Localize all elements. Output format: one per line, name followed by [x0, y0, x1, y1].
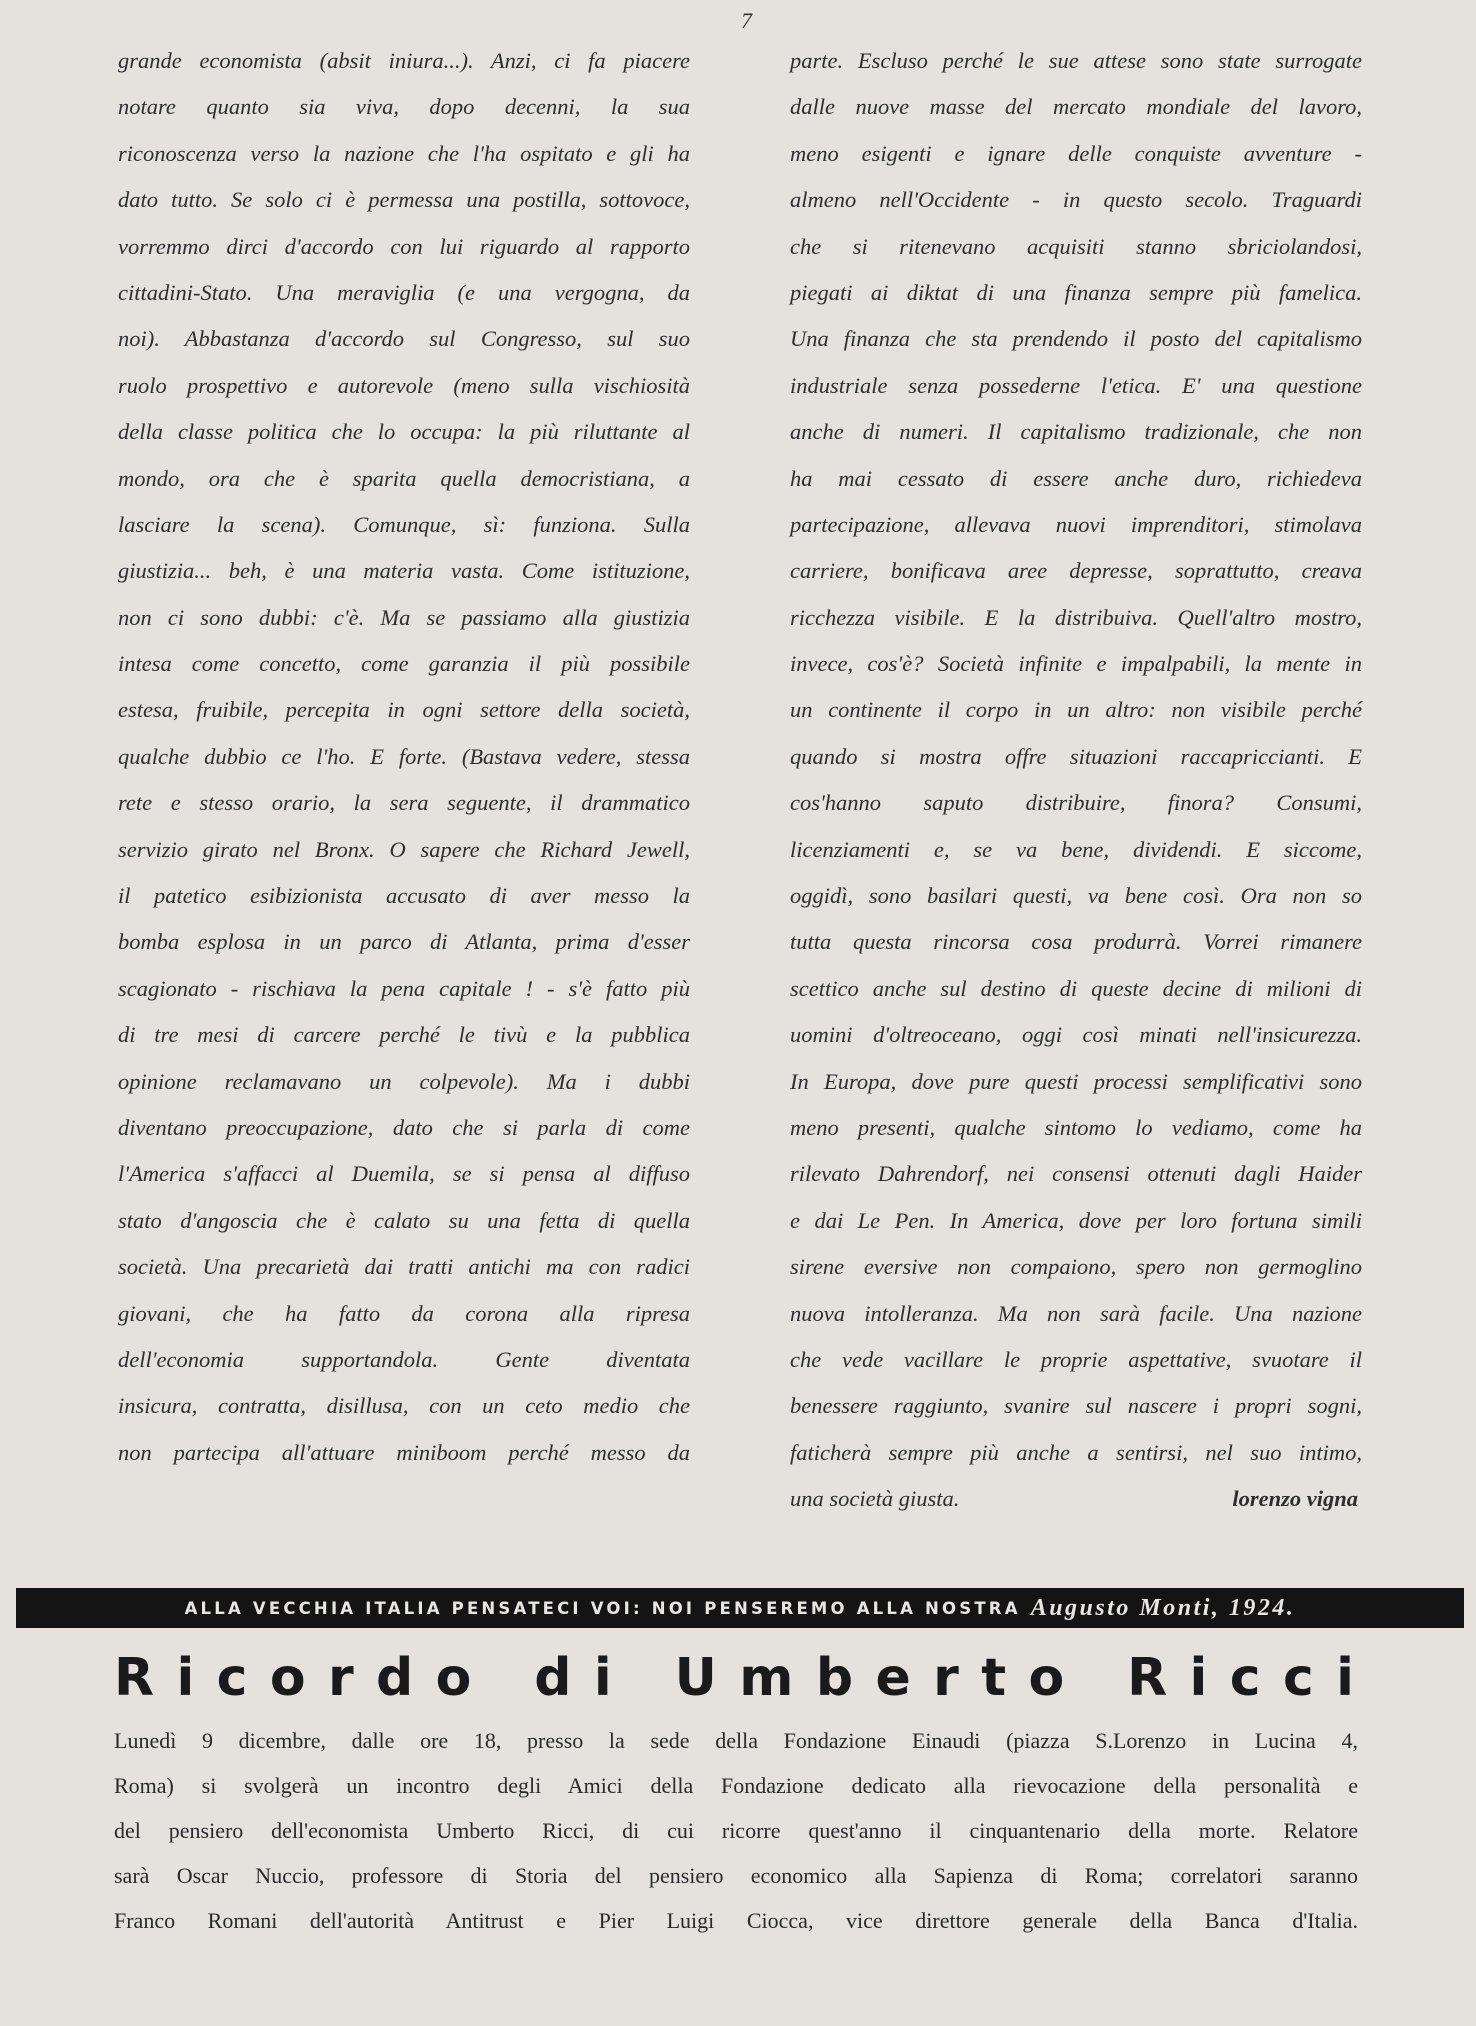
text-line: piegati ai diktat di una finanza sempre più famelica. [790, 279, 1362, 305]
title-letter [494, 1648, 512, 1708]
text-line: opinione reclamavano un colpevole). Ma i dubbi [118, 1068, 690, 1094]
text-line: l'America s'affacci al Duemila, se si pensa al diffuso [118, 1161, 690, 1187]
title-letter: i [176, 1648, 195, 1708]
text-line: bomba esplosa in un parco di Atlanta, prima d'esser [118, 929, 690, 955]
article-left-column [118, 38, 690, 1476]
title-letter: R [1127, 1648, 1168, 1708]
text-line: faticherà sempre più anche a sentirsi, nel suo intimo, [790, 1439, 1362, 1465]
text-line: vorremmo dirci d'accordo con lui riguardo al rapporto [118, 233, 690, 259]
title-letter: d [534, 1648, 572, 1708]
title-letter: R [114, 1648, 155, 1708]
text-line: un continente il corpo in un altro: non visibile perché [790, 697, 1362, 723]
text-line: anche di numeri. Il capitalismo tradizionale, che non [790, 419, 1362, 445]
text-line: sirene eversive non compaiono, spero non germoglino [790, 1254, 1362, 1280]
text-line: Una finanza che sta prendendo il posto del capitalismo [790, 326, 1362, 352]
text-line: dalle nuove masse del mercato mondiale del lavoro, [790, 94, 1362, 120]
text-line: cittadini-Stato. Una meraviglia (e una vergogna, da [118, 279, 690, 305]
text-line: industriale senza possederne l'etica. E' una questione [790, 372, 1362, 398]
closing-text: una società giusta. [790, 1486, 960, 1512]
page-number: 7 [741, 8, 752, 33]
text-line: rete e stesso orario, la sera seguente, il drammatico [118, 790, 690, 816]
text-line: servizio girato nel Bronx. O sapere che Richard Jewell, [118, 836, 690, 862]
text-line: stato d'angoscia che è calato su una fetta di quella [118, 1207, 690, 1233]
text-line: dell'economia supportandola. Gente diventata [118, 1346, 690, 1372]
banner-attribution: Augusto Monti, 1924. [1030, 1594, 1296, 1621]
text-line: almeno nell'Occidente - in questo secolo. Traguardi [790, 187, 1362, 213]
text-line: mondo, ora che è sparita quella democristiana, a [118, 465, 690, 491]
text-line: In Europa, dove pure questi processi semplificativi sono [790, 1068, 1362, 1094]
text-line: Roma) si svolgerà un incontro degli Amici della Fondazione dedicato alla rievocazione della personalità e [114, 1773, 1358, 1798]
text-line: licenziamenti e, se va bene, dividendi. E siccome, [790, 836, 1362, 862]
title-letter: e [875, 1648, 911, 1708]
text-line: invece, cos'è? Società infinite e impalpabili, la mente in [790, 651, 1362, 677]
text-line: riconoscenza verso la nazione che l'ha ospitato e gli ha [118, 140, 690, 166]
title-letter: b [815, 1648, 854, 1708]
notice-title [114, 1648, 1354, 1708]
banner-text: ALLA VECCHIA ITALIA PENSATECI VOI: NOI PENSEREMO ALLA NOSTRA [184, 1598, 1021, 1618]
text-line: parte. Escluso perché le sue attese sono state surrogate [790, 48, 1362, 73]
title-letter: o [1028, 1648, 1065, 1708]
text-line: non partecipa all'attuare miniboom perché messo da [118, 1439, 690, 1465]
text-line: rilevato Dahrendorf, nei consensi ottenuti dagli Haider [790, 1161, 1362, 1187]
text-line: dato tutto. Se solo ci è permessa una postilla, sottovoce, [118, 187, 690, 213]
text-line: notare quanto sia viva, dopo decenni, la sua [118, 94, 690, 120]
title-letter: c [1229, 1648, 1261, 1708]
text-line: carriere, bonificava aree depresse, soprattutto, creava [790, 558, 1362, 584]
author-signature: lorenzo vigna [1232, 1486, 1358, 1512]
text-line: nuova intolleranza. Ma non sarà facile. Una nazione [790, 1300, 1362, 1326]
text-line: ha mai cessato di essere anche duro, richiedeva [790, 465, 1362, 491]
title-letter: d [376, 1648, 414, 1708]
text-line: uomini d'oltreoceano, oggi così minati nell'insicurezza. [790, 1022, 1362, 1048]
text-line: noi). Abbastanza d'accordo sul Congresso, sul suo [118, 326, 690, 352]
article-right-column [790, 38, 1362, 1523]
text-line: meno presenti, qualche sintomo lo vediamo, come ha [790, 1114, 1362, 1140]
title-letter: c [1282, 1648, 1314, 1708]
text-line: e dai Le Pen. In America, dove per loro fortuna simili [790, 1207, 1362, 1233]
text-line: quando si mostra offre situazioni raccapriccianti. E [790, 743, 1362, 769]
title-letter: o [269, 1648, 306, 1708]
text-line: della classe politica che lo occupa: la più riluttante al [118, 419, 690, 445]
title-letter: t [981, 1648, 1007, 1708]
text-line: che si ritenevano acquisiti stanno sbriciolandosi, [790, 233, 1362, 259]
title-letter: i [1336, 1648, 1354, 1708]
text-line: ricchezza visibile. E la distribuiva. Quell'altro mostro, [790, 604, 1362, 630]
text-line: società. Una precarietà dai tratti antichi ma con radici [118, 1254, 690, 1280]
text-line: intesa come concetto, come garanzia il più possibile [118, 651, 690, 677]
text-line: Franco Romani dell'autorità Antitrust e Pier Luigi Ciocca, vice direttore generale della Banca d'Italia. [114, 1908, 1358, 1933]
text-line: grande economista (absit iniura...). Anzi, ci fa piacere [118, 48, 690, 73]
text-line: giustizia... beh, è una materia vasta. Come istituzione, [118, 558, 690, 584]
text-line: insicura, contratta, disillusa, con un ceto medio che [118, 1393, 690, 1419]
text-line: meno esigenti e ignare delle conquiste avventure - [790, 140, 1362, 166]
text-line: lasciare la scena). Comunque, sì: funziona. Sulla [118, 511, 690, 537]
title-letter: r [328, 1648, 354, 1708]
text-line: non ci sono dubbi: c'è. Ma se passiamo alla giustizia [118, 604, 690, 630]
title-letter: U [674, 1648, 717, 1708]
text-line: giovani, che ha fatto da corona alla ripresa [118, 1300, 690, 1326]
title-letter: i [1189, 1648, 1208, 1708]
text-line: oggidì, sono basilari questi, va bene così. Ora non so [790, 883, 1362, 909]
title-letter: i [593, 1648, 612, 1708]
text-line: sarà Oscar Nuccio, professore di Storia del pensiero economico alla Sapienza di Roma; correlatori saranno [114, 1863, 1358, 1888]
text-line: del pensiero dell'economista Umberto Ricci, di cui ricorre quest'anno il cinquantenario della morte. Relatore [114, 1818, 1358, 1843]
title-letter [1087, 1648, 1105, 1708]
text-line: che vede vacillare le proprie aspettative, svuotare il [790, 1346, 1362, 1372]
quote-banner [16, 1588, 1464, 1628]
text-line: qualche dubbio ce l'ho. E forte. (Bastava vedere, stessa [118, 743, 690, 769]
text-line: estesa, fruibile, percepita in ogni settore della società, [118, 697, 690, 723]
title-letter: c [216, 1648, 248, 1708]
text-line: il patetico esibizionista accusato di aver messo la [118, 883, 690, 909]
notice-title-text [114, 1648, 1354, 1708]
text-line: Lunedì 9 dicembre, dalle ore 18, presso la sede della Fondazione Einaudi (piazza S.Lorenzo in Lucina 4, [114, 1728, 1358, 1753]
title-letter [634, 1648, 652, 1708]
text-line: scettico anche sul destino di queste decine di milioni di [790, 975, 1362, 1001]
text-line: benessere raggiunto, svanire sul nascere i propri sogni, [790, 1393, 1362, 1419]
text-line: cos'hanno saputo distribuire, finora? Consumi, [790, 790, 1362, 816]
text-line: tutta questa rincorsa cosa produrrà. Vorrei rimanere [790, 929, 1362, 955]
notice-body [114, 1718, 1358, 1943]
title-letter: r [933, 1648, 959, 1708]
text-line: diventano preoccupazione, dato che si parla di come [118, 1114, 690, 1140]
title-letter: m [739, 1648, 794, 1708]
text-line: ruolo prospettivo e autorevole (meno sulla vischiosità [118, 372, 690, 398]
text-line: scagionato - rischiava la pena capitale ! - s'è fatto più [118, 975, 690, 1001]
title-letter: o [435, 1648, 472, 1708]
text-line: partecipazione, allevava nuovi imprenditori, stimolava [790, 511, 1362, 537]
closing-line [790, 1476, 1362, 1522]
text-line: di tre mesi di carcere perché le tivù e la pubblica [118, 1022, 690, 1048]
